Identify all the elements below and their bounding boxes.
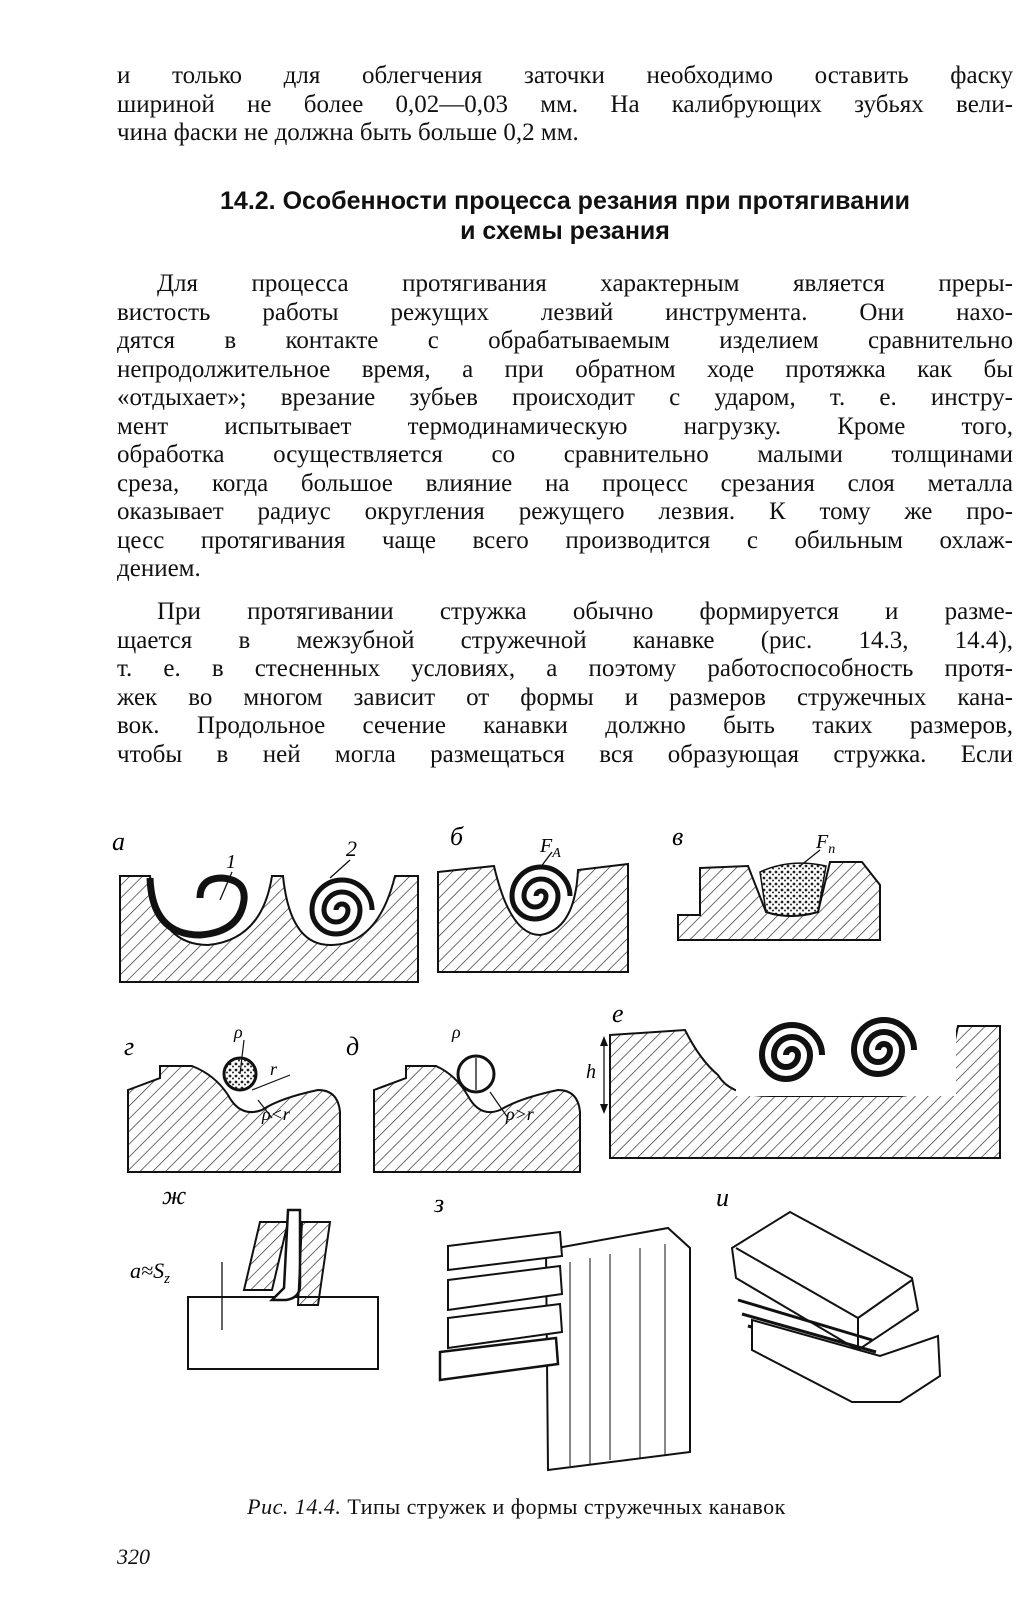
text-line: вистость работы режущих лезвий инструмента. Они нахо- — [117, 298, 1013, 326]
figure-caption — [0, 1494, 1033, 1520]
panel-label-v: в — [672, 822, 684, 851]
figure-chip-types — [0, 800, 1033, 1490]
label-rho-g: ρ — [234, 1022, 243, 1042]
chip-layer-1 — [448, 1232, 562, 1270]
caption-number: Рис. 14.4. — [247, 1494, 342, 1519]
caption-text: Типы стружек и формы стружечных канавок — [347, 1494, 786, 1519]
label-rho-lt-r: ρ<r — [262, 1104, 290, 1124]
workpiece-zh — [188, 1297, 378, 1369]
label-a-sz: $a\approx S_z$ — [130, 1258, 170, 1287]
text-line: чина фаски не должна быть больше 0,2 мм. — [117, 119, 579, 146]
panel-g — [124, 1022, 340, 1172]
body-paragraph-2 — [117, 598, 1013, 769]
text-line: шириной не более 0,02—0,03 мм. На калибрующих зубьях вели- — [117, 90, 1013, 118]
section-heading — [117, 186, 1013, 246]
text-line: При протягивании стружка обычно формируется и разме- — [157, 598, 1013, 625]
chip-spiral-b — [512, 867, 570, 919]
text-line: среза, когда большое влияние на процесс срезания слоя металла — [117, 469, 1013, 497]
panel-label-d: д — [346, 1032, 360, 1061]
label-FA: $F_A$ — [540, 835, 561, 861]
text-line: дятся в контакте с обрабатываемым изделием сравнительно — [117, 327, 1013, 354]
label-rho-d: ρ — [452, 1022, 461, 1042]
panel-v — [672, 822, 880, 940]
text-line: чтобы в ней могла размещаться вся образующая стружка. Если — [117, 740, 1013, 768]
tooth-section-a — [120, 876, 418, 982]
panel-label-e: е — [612, 999, 624, 1028]
label-Fn: $F_n$ — [816, 831, 836, 857]
panel-d — [346, 1022, 580, 1172]
chip-spiral-2 — [312, 880, 372, 934]
section-heading-line1: 14.2. Особенности процесса резания при протягивании — [220, 187, 910, 215]
panel-label-a: а — [112, 827, 125, 856]
panel-label-i: и — [716, 1183, 729, 1212]
tooth-right-zh — [298, 1222, 330, 1305]
panel-e — [586, 999, 1000, 1158]
chip-curl-1 — [150, 878, 244, 935]
panel-label-z: з — [434, 1189, 445, 1218]
text-line: цесс протягивания чаще всего производится с обильным охлаж- — [117, 526, 1013, 554]
text-line: и только для облегчения заточки необходимо оставить фаску — [117, 62, 1013, 89]
panel-zh — [130, 1181, 378, 1369]
chip-layer-2 — [448, 1266, 562, 1310]
text-line: непродолжительное время, а при обратном ходе протяжка как бы — [117, 355, 1013, 383]
page-number: 320 — [117, 1544, 150, 1569]
panel-z — [433, 1189, 690, 1470]
text-line: «отдыхает»; врезание зубьев происходит с ударом, т. е. инстру- — [117, 384, 1013, 411]
label-rho-gt-r: ρ>r — [506, 1104, 534, 1124]
panel-label-zh: ж — [162, 1181, 187, 1210]
panel-a — [112, 827, 418, 982]
label-h: h — [586, 1061, 596, 1083]
tooth-section-d — [374, 1066, 580, 1172]
label-2: 2 — [346, 836, 357, 861]
label-1: 1 — [226, 851, 236, 873]
text-line: дением. — [117, 555, 201, 582]
text-line: щается в межзубной стружечной канавке (рис. 14.3, 14.4), — [117, 626, 1013, 654]
panel-b — [438, 822, 628, 972]
text-line: Для процесса протягивания характерным является преры- — [157, 270, 1013, 297]
section-heading-line2: и схемы резания — [460, 217, 670, 245]
label-r-g: r — [270, 1059, 278, 1079]
text-line: обработка осуществляется со сравнительно малыми толщинами — [117, 441, 1013, 468]
body-paragraph-1 — [117, 270, 1013, 584]
panel-label-g: г — [124, 1032, 135, 1061]
granular-chip — [760, 863, 826, 916]
panel-label-b: б — [450, 822, 464, 851]
text-line: вок. Продольное сечение канавки должно быть таких размеров, — [117, 712, 1013, 739]
text-line: жек во многом зависит от формы и размеров стружечных кана- — [117, 683, 1013, 711]
text-line: оказывает радиус округления режущего лезвия. К тому же про- — [117, 498, 1013, 525]
panel-i — [716, 1183, 940, 1402]
text-line: т. е. в стесненных условиях, а поэтому работоспособность протя- — [117, 655, 1013, 682]
tooth-left-zh — [244, 1222, 288, 1290]
text-line: мент испытывает термодинамическую нагрузку. Кроме того, — [117, 412, 1013, 440]
intro-paragraph — [117, 62, 1013, 148]
block-z — [546, 1228, 690, 1470]
